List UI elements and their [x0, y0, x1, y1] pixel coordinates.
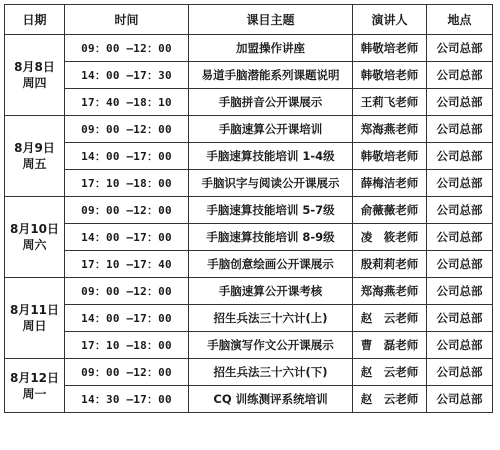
header-time: 时间	[65, 5, 189, 35]
place-cell: 公司总部	[427, 116, 493, 143]
table-row	[5, 278, 493, 305]
place-cell: 公司总部	[427, 332, 493, 359]
table-row	[5, 359, 493, 386]
header-speaker: 演讲人	[353, 5, 427, 35]
place-cell: 公司总部	[427, 224, 493, 251]
place-cell: 公司总部	[427, 35, 493, 62]
place-cell: 公司总部	[427, 143, 493, 170]
place-cell: 公司总部	[427, 359, 493, 386]
table-row	[5, 170, 493, 197]
time-cell: 09：00 —12：00	[65, 359, 189, 386]
topic-cell: 手脑识字与阅读公开课展示	[189, 170, 353, 197]
header-place: 地点	[427, 5, 493, 35]
weekday-label: 周四	[22, 76, 47, 90]
speaker-cell: 赵 云老师	[353, 386, 427, 413]
date-label: 8月12日	[9, 370, 60, 385]
speaker-cell: 赵 云老师	[353, 305, 427, 332]
header-row	[5, 5, 493, 35]
header-date: 日期	[5, 5, 65, 35]
speaker-cell: 韩敬培老师	[353, 143, 427, 170]
topic-cell: 手脑速算技能培训 8-9级	[189, 224, 353, 251]
date-cell	[5, 116, 65, 197]
weekday-label: 周五	[22, 157, 47, 171]
weekday-label: 周六	[22, 238, 47, 252]
table-row	[5, 62, 493, 89]
place-cell: 公司总部	[427, 278, 493, 305]
topic-cell: 招生兵法三十六计(上)	[189, 305, 353, 332]
speaker-cell: 赵 云老师	[353, 359, 427, 386]
topic-cell: 招生兵法三十六计(下)	[189, 359, 353, 386]
time-cell: 14：30 —17：00	[65, 386, 189, 413]
topic-cell: CQ 训练测评系统培训	[189, 386, 353, 413]
time-cell: 09：00 —12：00	[65, 278, 189, 305]
place-cell: 公司总部	[427, 251, 493, 278]
speaker-cell: 韩敬培老师	[353, 35, 427, 62]
speaker-cell: 韩敬培老师	[353, 62, 427, 89]
weekday-label: 周日	[22, 319, 47, 333]
speaker-cell: 薛梅洁老师	[353, 170, 427, 197]
topic-cell: 手脑拼音公开课展示	[189, 89, 353, 116]
speaker-cell: 凌 筱老师	[353, 224, 427, 251]
place-cell: 公司总部	[427, 89, 493, 116]
topic-cell: 易道手脑潜能系列课题说明	[189, 62, 353, 89]
table-row	[5, 143, 493, 170]
table-row	[5, 224, 493, 251]
table-row	[5, 35, 493, 62]
speaker-cell: 王莉飞老师	[353, 89, 427, 116]
time-cell: 17：10 —18：00	[65, 170, 189, 197]
topic-cell: 加盟操作讲座	[189, 35, 353, 62]
time-cell: 14：00 —17：30	[65, 62, 189, 89]
time-cell: 14：00 —17：00	[65, 224, 189, 251]
topic-cell: 手脑速算公开课考核	[189, 278, 353, 305]
place-cell: 公司总部	[427, 305, 493, 332]
speaker-cell: 殷莉莉老师	[353, 251, 427, 278]
time-cell: 17：40 —18：10	[65, 89, 189, 116]
schedule-table	[4, 4, 493, 413]
topic-cell: 手脑创意绘画公开课展示	[189, 251, 353, 278]
date-cell	[5, 278, 65, 359]
time-cell: 14：00 —17：00	[65, 143, 189, 170]
date-label: 8月11日	[9, 303, 60, 317]
speaker-cell: 俞薇薇老师	[353, 197, 427, 224]
table-row	[5, 332, 493, 359]
weekday-label: 周一	[22, 386, 47, 401]
time-cell: 09：00 —12：00	[65, 116, 189, 143]
time-cell: 17：10 —18：00	[65, 332, 189, 359]
date-cell	[5, 197, 65, 278]
place-cell: 公司总部	[427, 170, 493, 197]
table-row	[5, 386, 493, 413]
topic-cell: 手脑速算技能培训 5-7级	[189, 197, 353, 224]
time-cell: 14：00 —17：00	[65, 305, 189, 332]
speaker-cell: 曹 磊老师	[353, 332, 427, 359]
date-label: 8月8日	[14, 60, 55, 74]
table-row	[5, 197, 493, 224]
table-row	[5, 305, 493, 332]
place-cell: 公司总部	[427, 62, 493, 89]
table-row	[5, 251, 493, 278]
time-cell: 17：10 —17：40	[65, 251, 189, 278]
schedule-body	[5, 35, 493, 413]
place-cell: 公司总部	[427, 197, 493, 224]
speaker-cell: 郑海燕老师	[353, 116, 427, 143]
time-cell: 09：00 —12：00	[65, 197, 189, 224]
table-row	[5, 116, 493, 143]
speaker-cell: 郑海燕老师	[353, 278, 427, 305]
date-cell	[5, 359, 65, 413]
date-cell	[5, 35, 65, 116]
date-label: 8月9日	[14, 141, 55, 155]
time-cell: 09：00 —12：00	[65, 35, 189, 62]
date-label: 8月10日	[9, 222, 60, 236]
header-topic: 课目主题	[189, 5, 353, 35]
topic-cell: 手脑演写作文公开课展示	[189, 332, 353, 359]
table-row	[5, 89, 493, 116]
place-cell: 公司总部	[427, 386, 493, 413]
topic-cell: 手脑速算公开课培训	[189, 116, 353, 143]
topic-cell: 手脑速算技能培训 1-4级	[189, 143, 353, 170]
